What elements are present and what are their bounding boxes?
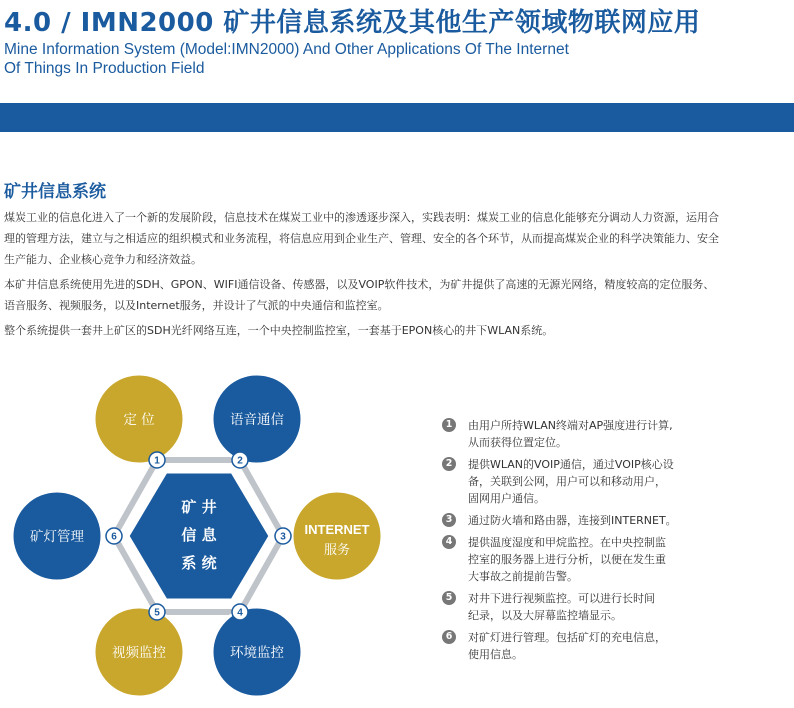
legend-number-badge: 3	[442, 513, 456, 527]
legend-item-6	[440, 629, 700, 663]
legend-item-2	[440, 456, 700, 507]
center-label-2: 信 息	[181, 526, 217, 544]
legend-text-line: 备，关联到公网，用户可以和移动用户，	[468, 475, 666, 488]
legend-item-4	[440, 534, 700, 585]
legend-text-line: 对矿灯进行管理。包括矿灯的充电信息，	[468, 631, 666, 644]
center-label-3: 系 统	[181, 554, 217, 572]
legend-number-badge: 4	[442, 535, 456, 549]
paragraph-2: 本矿井信息系统使用先进的SDH、GPON、WIFI通信设备、传感器，以及VOIP软件技术，为矿井提供了高速的无源光网络，精度较高的定位服务、语音服务、视频服务，以及Internet服务，并设计了气派的中央通信和监控室。	[4, 278, 715, 312]
node-label-2: 语音通信	[230, 412, 284, 428]
legend-number-badge: 5	[442, 591, 456, 605]
legend-text-line: 对井下进行视频监控。可以进行长时间	[468, 592, 655, 605]
legend-text-line: 提供温度湿度和甲烷监控。在中央控制监	[468, 536, 666, 549]
legend-item-5	[440, 590, 700, 624]
legend-text-line: 由用户所持WLAN终端对AP强度进行计算,	[468, 419, 673, 432]
legend-text-line: 控室的服务器上进行分析，以便在发生重	[468, 553, 666, 566]
node-badge-number-3: 3	[280, 531, 286, 543]
header-band	[0, 103, 794, 132]
english-subtitle-line-2: Of Things In Production Field	[4, 60, 205, 77]
node-badge-number-5: 5	[154, 607, 160, 619]
english-subtitle-line-1: Mine Information System (Model:IMN2000) And Other Applications Of The Internet	[4, 41, 569, 58]
paragraph-1: 煤炭工业的信息化进入了一个新的发展阶段，信息技术在煤炭工业中的渗透逐步深入，实践表明：煤炭工业的信息化能够充分调动人力资源，运用合理的管理方法，建立与之相适应的组织模式和业务流程，将信息应用到企业生产、管理、安全的各个环节，从而提高煤炭企业的科学决策能力、安全生产能力、企业核心竞争力和经济效益。	[4, 211, 719, 266]
legend-number-badge: 1	[442, 418, 456, 432]
node-label-5: 视频监控	[112, 645, 166, 661]
legend-item-1	[440, 417, 700, 451]
system-diagram	[0, 360, 430, 705]
legend-text-line: 纪录，以及大屏幕监控墙显示。	[468, 609, 622, 622]
legend-text-line: 通过防火墙和路由器，连接到INTERNET。	[468, 514, 677, 527]
node-badge-number-1: 1	[154, 455, 160, 467]
section-title: 矿井信息系统	[4, 182, 106, 202]
legend-text-line: 使用信息。	[468, 648, 523, 661]
paragraph-3: 整个系统提供一套井上矿区的SDH光纤网络互连，一个中央控制监控室，一套基于EPON核心的井下WLAN系统。	[4, 324, 554, 337]
node-label-6: 矿灯管理	[30, 529, 84, 545]
legend-item-3	[440, 512, 700, 529]
english-subtitle	[4, 40, 569, 78]
page-title: 4.0 / IMN2000 矿井信息系统及其他生产领域物联网应用	[4, 8, 701, 38]
node-label-4: 环境监控	[230, 645, 284, 661]
node-badge-number-2: 2	[237, 455, 243, 467]
node-badge-number-4: 4	[237, 607, 243, 619]
legend-text-line: 提供WLAN的VOIP通信，通过VOIP核心设	[468, 458, 674, 471]
legend-number-badge: 6	[442, 630, 456, 644]
legend-text-line: 固网用户通信。	[468, 492, 545, 505]
legend-text-line: 从而获得位置定位。	[468, 436, 567, 449]
node-label-1: 定 位	[123, 412, 155, 428]
node-label-3: INTERNET	[304, 522, 370, 537]
center-label-1: 矿 井	[181, 498, 217, 516]
legend-list	[440, 417, 700, 668]
legend-text-line: 大事故之前提前告警。	[468, 570, 578, 583]
legend-number-badge: 2	[442, 457, 456, 471]
node-sublabel-3: 服务	[323, 543, 351, 558]
node-badge-number-6: 6	[111, 531, 117, 543]
